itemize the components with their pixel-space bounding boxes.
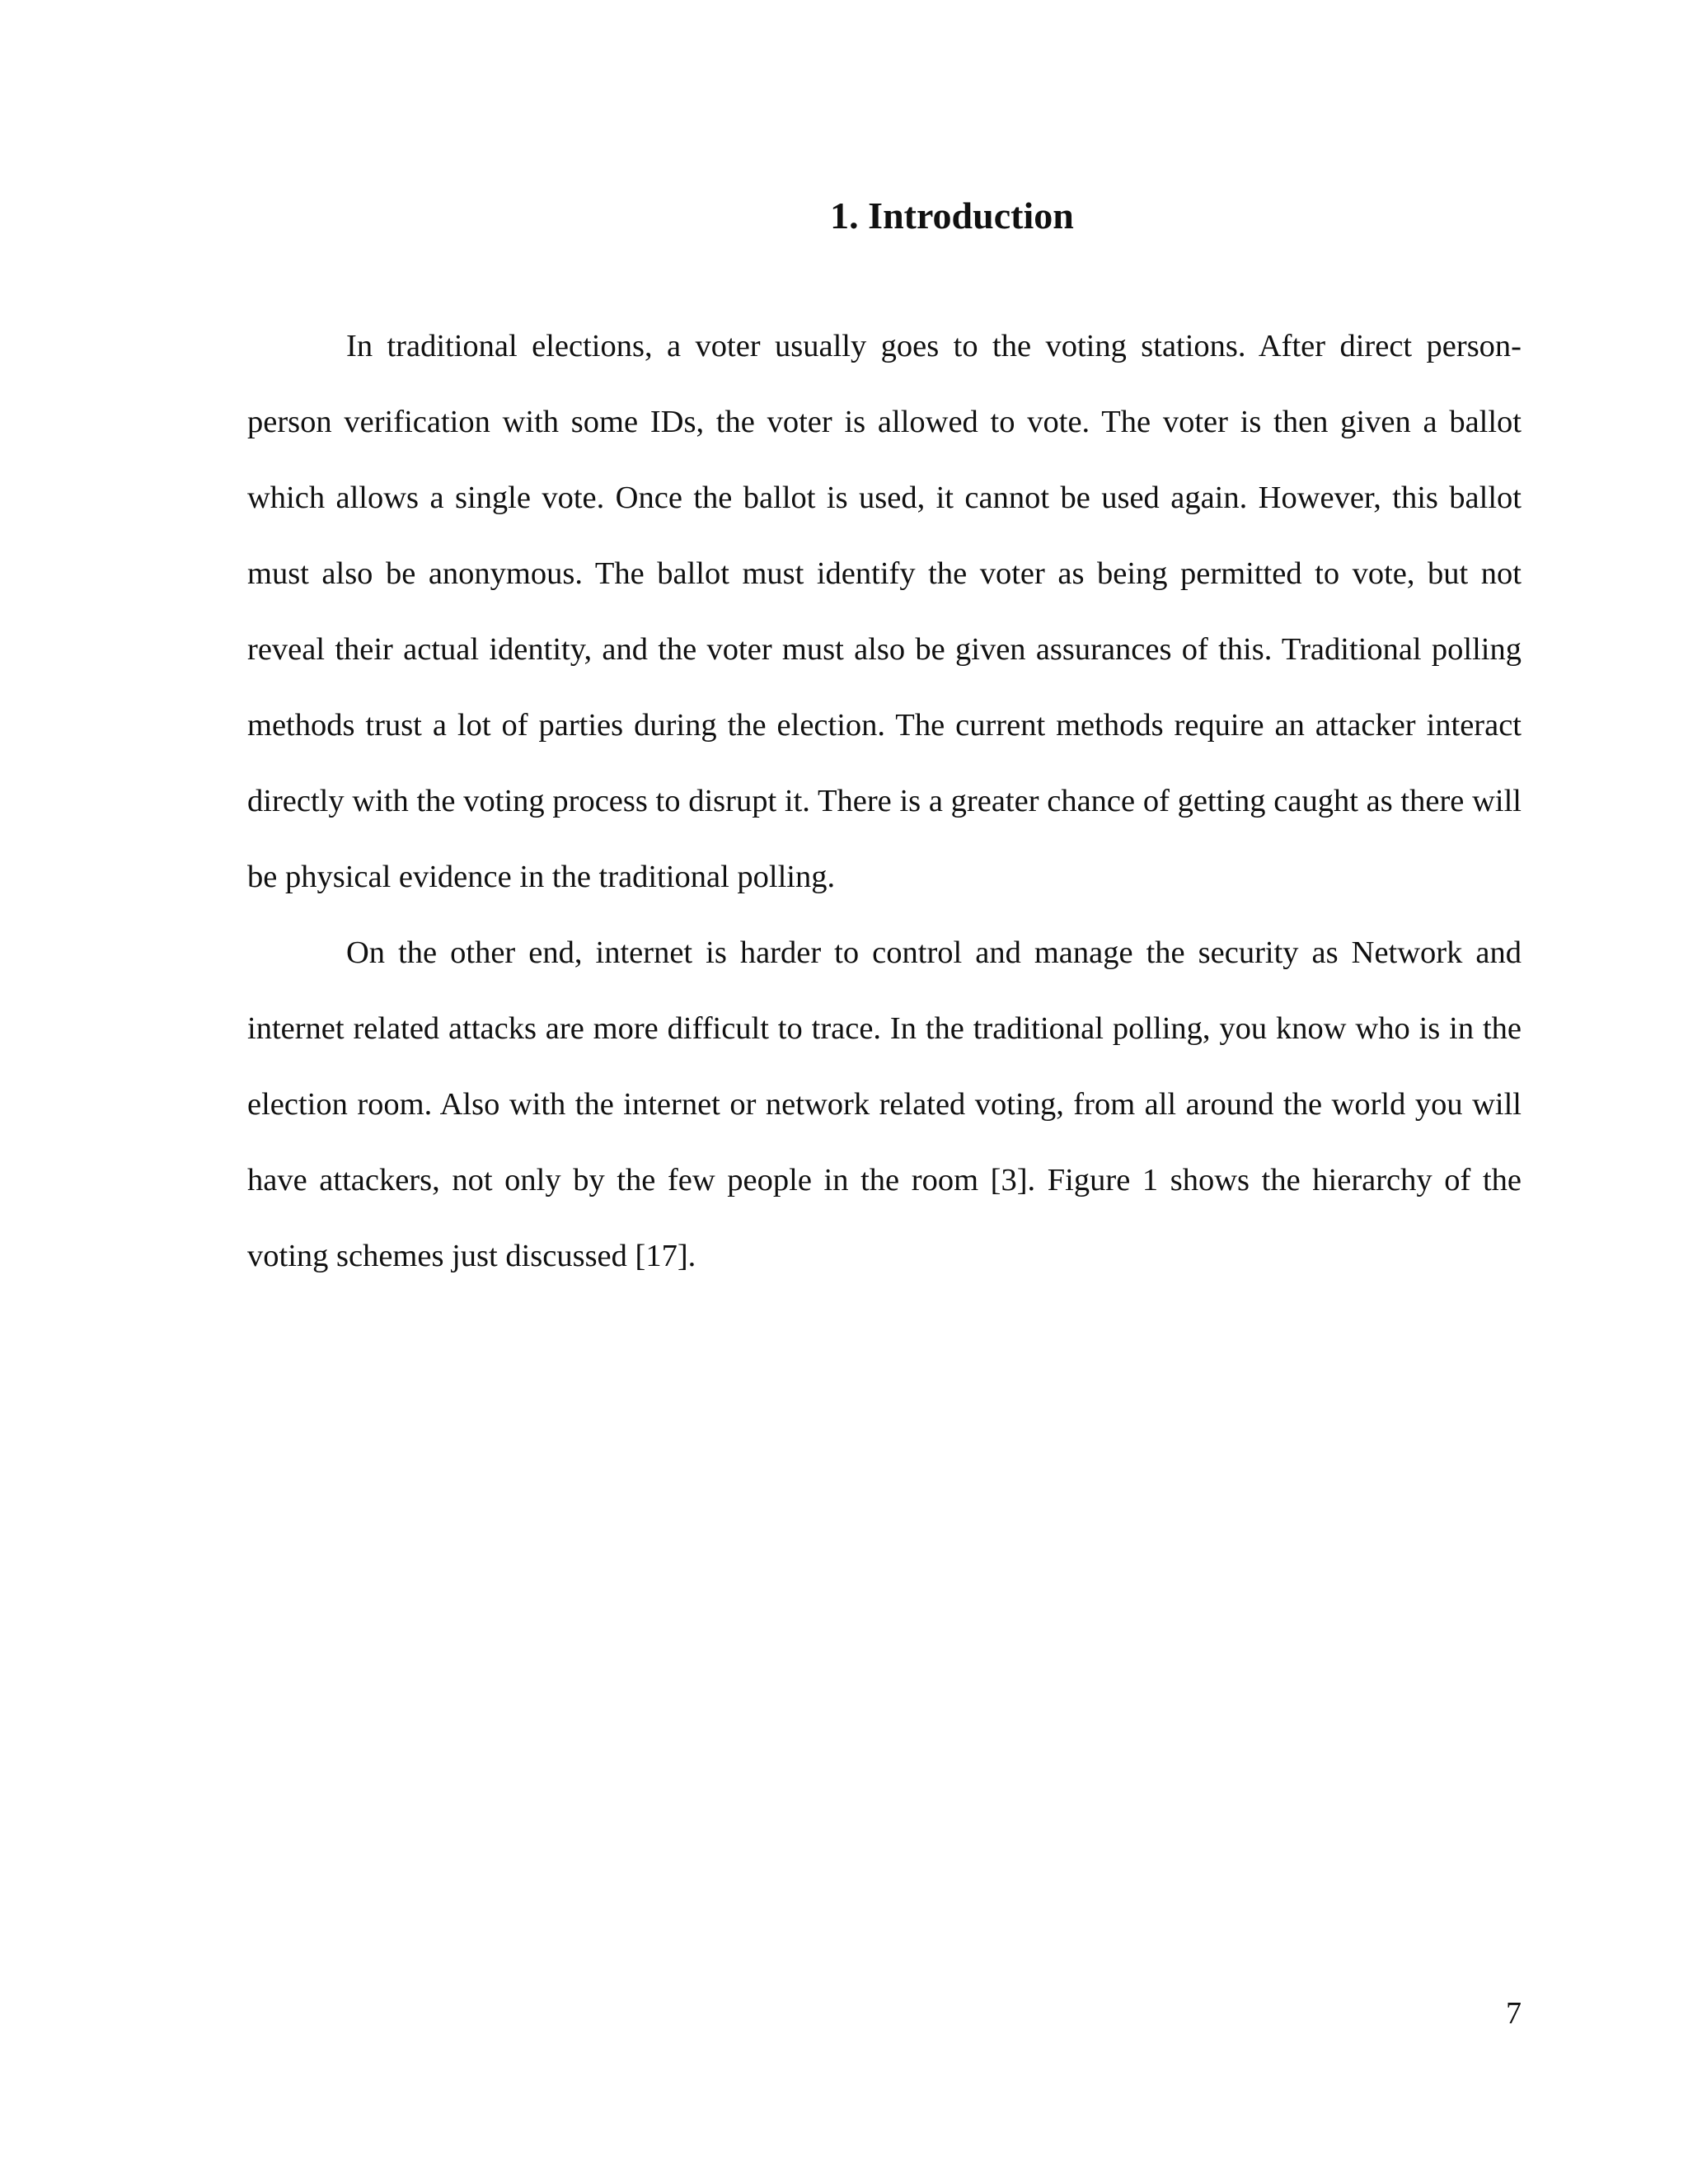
page-number: 7	[1506, 1996, 1522, 2031]
paragraph: In traditional elections, a voter usually goes to the voting stations. After direct person-person verification with some IDs, the voter is allowed to vote. The voter is then given a ballot which allows a single vote. Once the ballot is used, it cannot be used again. However, this ballot must also be anonymous. The ballot must identify the voter as being permitted to vote, but not reveal their actual identity, and the voter must also be given assurances of this. Traditional polling methods trust a lot of parties during the election. The current methods require an attacker interact directly with the voting process to disrupt it. There is a greater chance of getting caught as there will be physical evidence in the traditional polling.	[247, 329, 1522, 894]
section-body	[247, 308, 1522, 1294]
section-heading: 1. Introduction	[830, 194, 1074, 237]
paragraph: On the other end, internet is harder to control and manage the security as Network and internet related attacks are more difficult to trace. In the traditional polling, you know who is in the election room. Also with the internet or network related voting, from all around the world you will have attackers, not only by the few people in the room [3]. Figure 1 shows the hierarchy of the voting schemes just discussed [17].	[247, 935, 1522, 1273]
